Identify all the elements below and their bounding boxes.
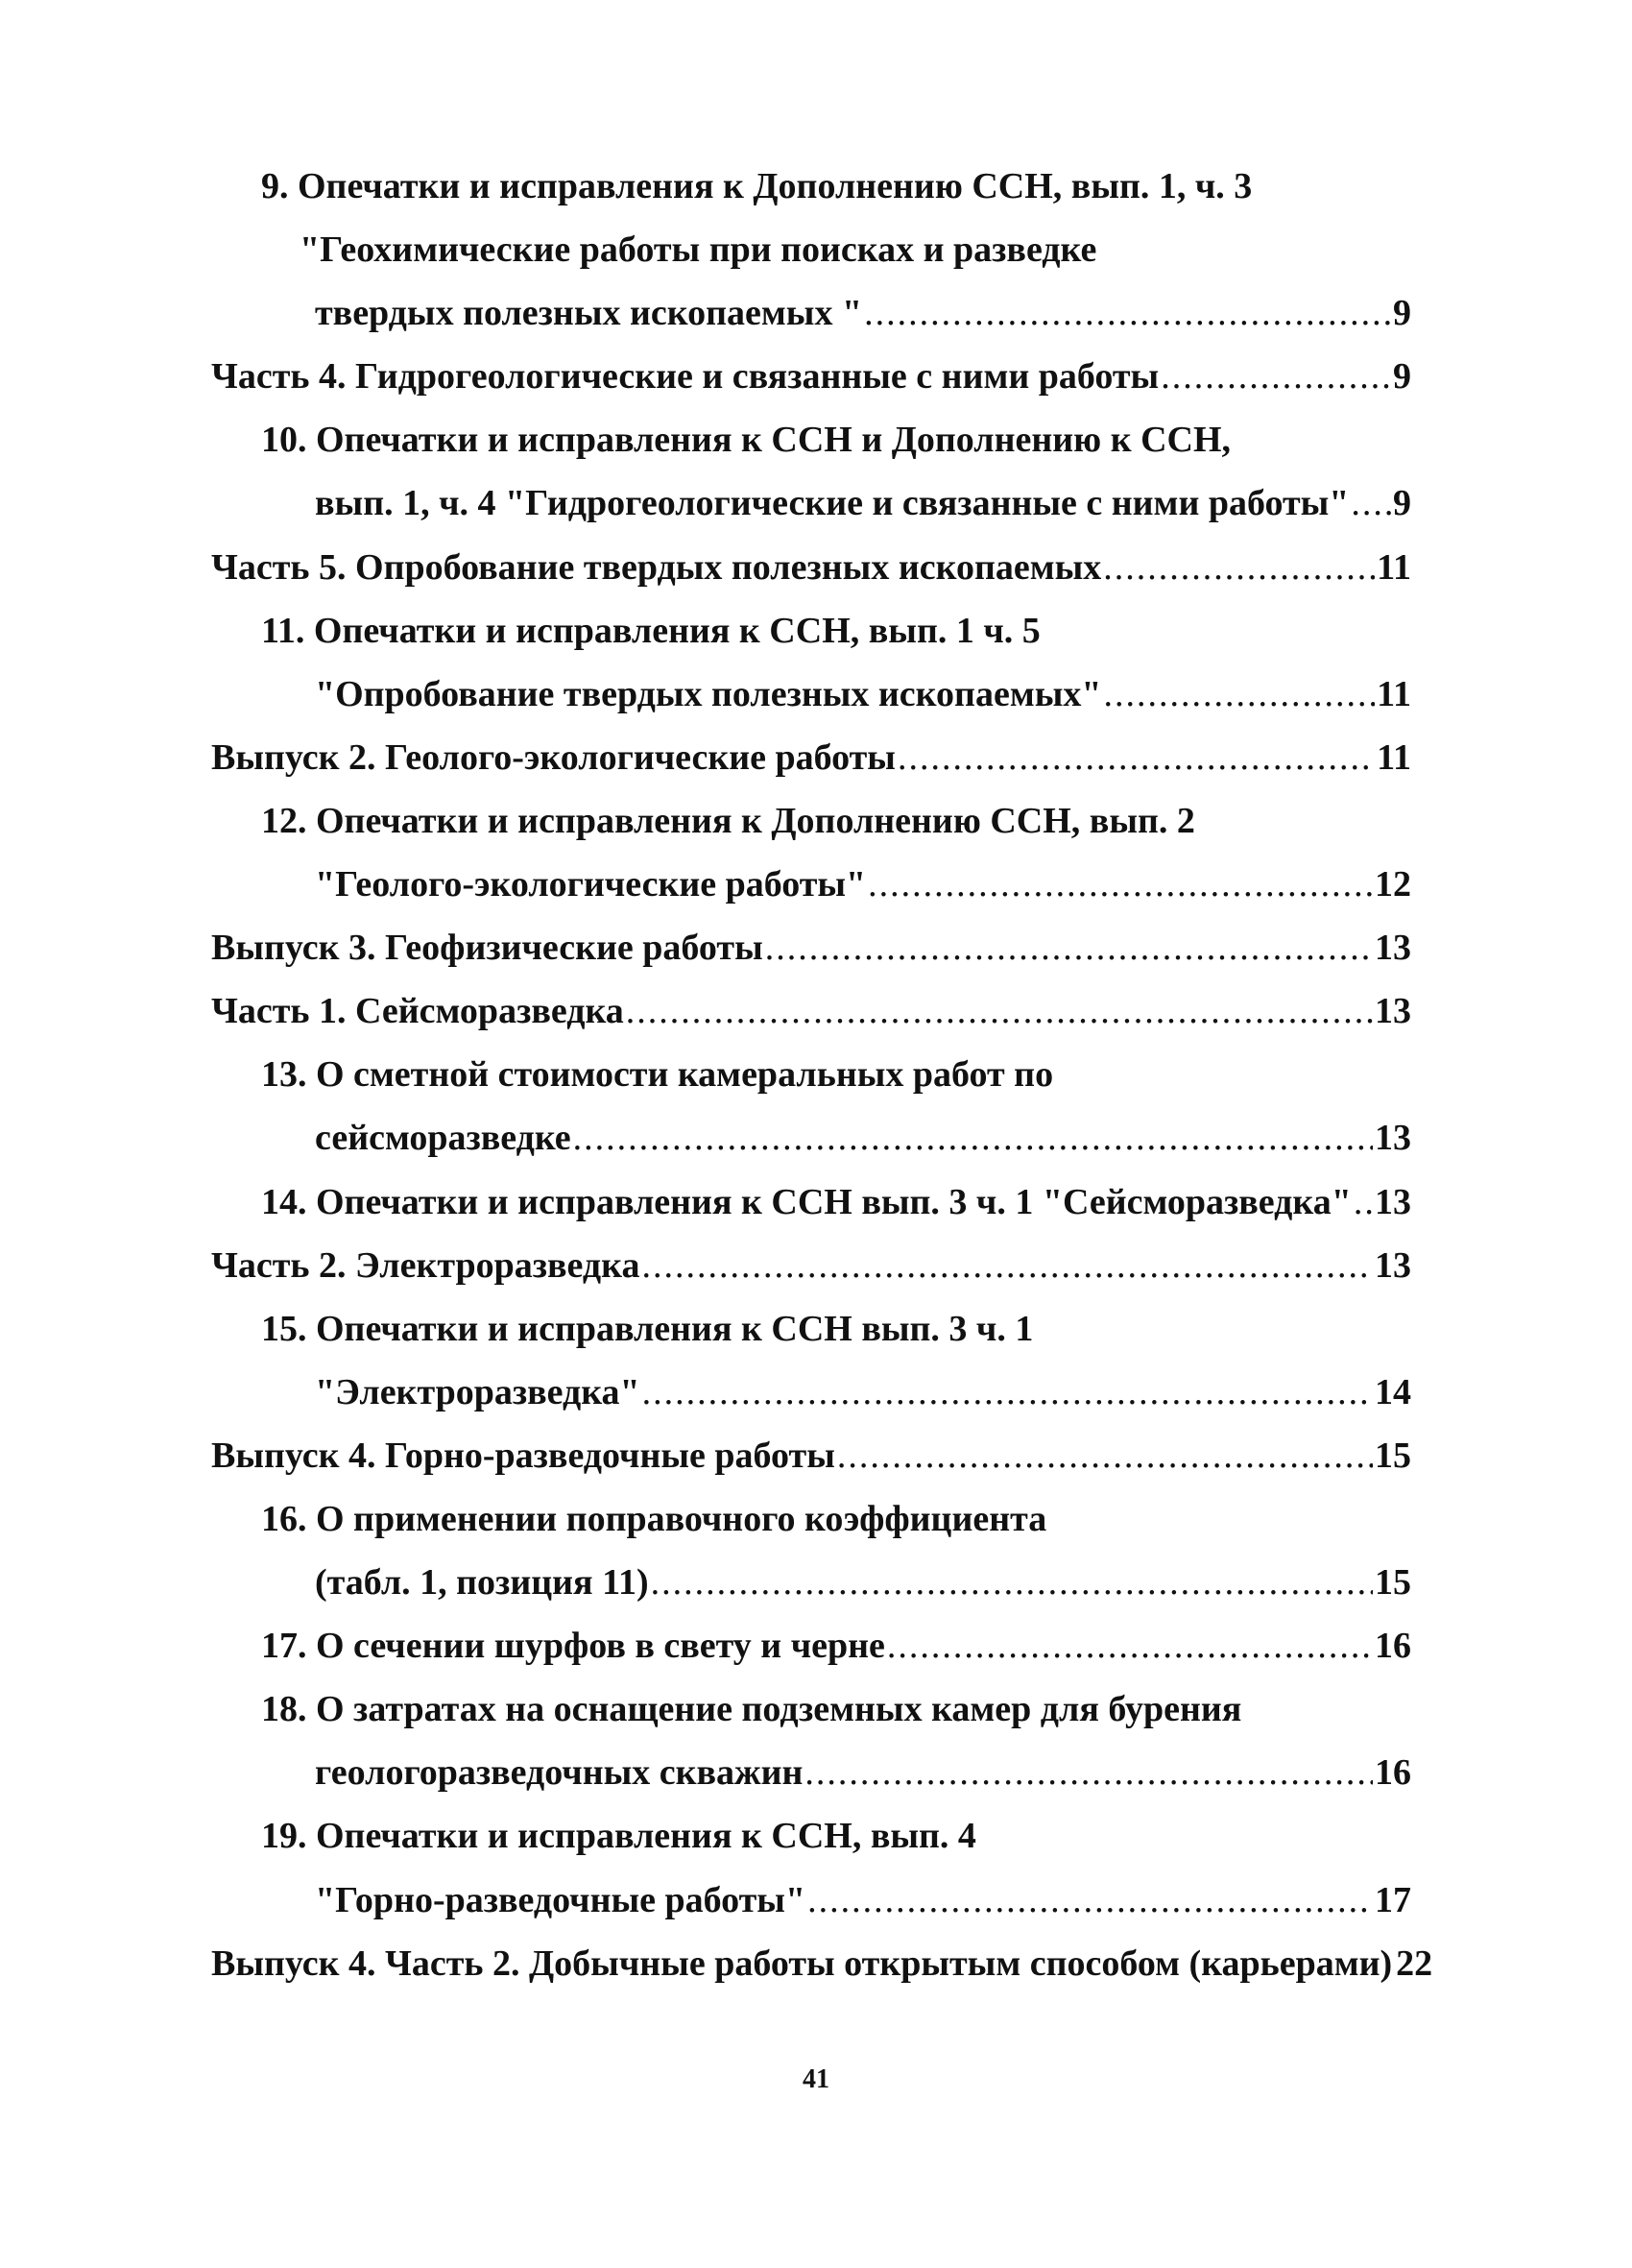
dot-leader bbox=[765, 923, 1373, 973]
toc-entry-text: 15. Опечатки и исправления к ССН вып. 3 ч. 1 bbox=[261, 1308, 1034, 1349]
toc-page-number: 15 bbox=[1375, 1562, 1411, 1604]
toc-entry-text: Часть 5. Опробование твердых полезных ископаемых bbox=[211, 546, 1102, 588]
toc-entry-12-line-2 bbox=[211, 859, 1411, 923]
toc-page-number: 15 bbox=[1375, 1435, 1411, 1476]
toc-entry-11-line-2 bbox=[211, 669, 1411, 733]
toc-entry-text: (табл. 1, позиция 11) bbox=[315, 1562, 649, 1604]
toc-entry-text: 12. Опечатки и исправления к Дополнению ССН, вып. 2 bbox=[261, 800, 1195, 841]
toc-entry-15-line-2 bbox=[211, 1367, 1411, 1431]
toc-entry-text: "Геохимические работы при поисках и разведке bbox=[300, 229, 1097, 271]
toc-entry-text: 16. О применении поправочного коэффициента bbox=[261, 1498, 1047, 1539]
toc-page-number: 11 bbox=[1377, 736, 1411, 778]
toc-entry-text: сейсморазведке bbox=[315, 1118, 571, 1159]
toc-entry-text: 9. Опечатки и исправления к Дополнению ССН, вып. 1, ч. 3 bbox=[261, 166, 1253, 206]
dot-leader bbox=[837, 1431, 1373, 1481]
toc-entry-18-line-2 bbox=[211, 1748, 1411, 1811]
toc-entry-9-line-3 bbox=[211, 288, 1411, 351]
toc-entry-text: геологоразведочных скважин bbox=[315, 1752, 804, 1794]
toc-heading-part-2 bbox=[211, 1241, 1411, 1304]
toc-entry-text: "Электроразведка" bbox=[315, 1371, 640, 1412]
toc-page-number: 9 bbox=[1393, 293, 1411, 334]
toc-page-number: 22 bbox=[1396, 1942, 1433, 1984]
toc-page-number: 13 bbox=[1375, 928, 1411, 969]
toc-heading-issue-3 bbox=[211, 923, 1411, 986]
toc-page-number: 9 bbox=[1393, 356, 1411, 398]
toc-entry-text: 18. О затратах на оснащение подземных камер для бурения bbox=[261, 1689, 1242, 1730]
toc-entry-text: 11. Опечатки и исправления к ССН, вып. 1 ч. 5 bbox=[261, 610, 1041, 651]
toc-page-number: 9 bbox=[1393, 483, 1411, 524]
toc-entry-18-line-1 bbox=[211, 1684, 1411, 1748]
dot-leader bbox=[1103, 669, 1375, 719]
toc-entry-16-line-2 bbox=[211, 1557, 1411, 1621]
toc-page-number: 11 bbox=[1377, 673, 1411, 714]
dot-leader bbox=[807, 1875, 1373, 1925]
toc-entry-text: твердых полезных ископаемых " bbox=[315, 293, 863, 334]
toc-heading-part-5 bbox=[211, 543, 1411, 606]
toc-entry-16-line-1 bbox=[211, 1494, 1411, 1557]
toc-entry-13-line-2 bbox=[211, 1113, 1411, 1176]
toc-entry-text: Выпуск 3. Геофизические работы bbox=[211, 928, 763, 969]
dot-leader bbox=[804, 1748, 1373, 1798]
dot-leader bbox=[864, 288, 1391, 338]
toc-page-number: 16 bbox=[1375, 1752, 1411, 1794]
dot-leader bbox=[641, 1241, 1373, 1291]
toc-page-number: 13 bbox=[1375, 1244, 1411, 1286]
dot-leader bbox=[887, 1621, 1373, 1671]
dot-leader bbox=[626, 986, 1373, 1036]
toc-entry-text: Часть 1. Сейсморазведка bbox=[211, 991, 624, 1032]
dot-leader bbox=[1161, 351, 1391, 401]
toc-entry-9-line-2 bbox=[211, 225, 1411, 288]
toc-page-number: 11 bbox=[1377, 546, 1411, 588]
dot-leader bbox=[868, 859, 1373, 909]
toc-entry-text: Часть 2. Электроразведка bbox=[211, 1244, 640, 1286]
dot-leader bbox=[1351, 478, 1391, 528]
dot-leader bbox=[1103, 543, 1375, 592]
toc-heading-issue-4 bbox=[211, 1431, 1411, 1494]
toc-entry-text: 10. Опечатки и исправления к ССН и Дополнению к ССН, bbox=[261, 420, 1232, 461]
toc-entry-10-line-2 bbox=[211, 478, 1411, 542]
toc-entry-19-line-1 bbox=[211, 1811, 1411, 1874]
toc-page-number: 16 bbox=[1375, 1626, 1411, 1667]
dot-leader bbox=[573, 1113, 1373, 1163]
toc-entry-text: "Опробование твердых полезных ископаемых" bbox=[315, 673, 1102, 714]
toc-heading-issue-4-part-2 bbox=[211, 1939, 1433, 2002]
toc-page-number: 17 bbox=[1375, 1879, 1411, 1920]
dot-leader bbox=[651, 1557, 1373, 1607]
toc-page-number: 13 bbox=[1375, 1181, 1411, 1222]
toc-heading-part-4 bbox=[211, 351, 1411, 415]
toc-entry-text: Часть 4. Гидрогеологические и связанные с ними работы bbox=[211, 356, 1160, 398]
toc-page-number: 13 bbox=[1375, 991, 1411, 1032]
toc-entry-text: "Горно-разведочные работы" bbox=[315, 1879, 806, 1920]
toc-entry-text: Выпуск 4. Горно-разведочные работы bbox=[211, 1435, 835, 1476]
toc-entry-9-line-1 bbox=[211, 161, 1411, 225]
toc-entry-17 bbox=[211, 1621, 1411, 1684]
toc-entry-10-line-1 bbox=[211, 415, 1411, 478]
toc-page-number: 12 bbox=[1375, 864, 1411, 905]
toc-entry-text: вып. 1, ч. 4 "Гидрогеологические и связанные с ними работы" bbox=[315, 483, 1350, 524]
toc-entry-11-line-1 bbox=[211, 606, 1411, 669]
toc-page-number: 13 bbox=[1375, 1118, 1411, 1159]
table-of-contents bbox=[211, 161, 1433, 2002]
dot-leader bbox=[898, 733, 1375, 783]
toc-heading-issue-2 bbox=[211, 733, 1411, 796]
dot-leader bbox=[642, 1367, 1373, 1417]
toc-entry-text: 13. О сметной стоимости камеральных работ по bbox=[261, 1054, 1054, 1096]
toc-entry-text: 19. Опечатки и исправления к ССН, вып. 4 bbox=[261, 1816, 976, 1857]
toc-heading-part-1 bbox=[211, 986, 1411, 1050]
toc-entry-14 bbox=[211, 1177, 1411, 1241]
toc-entry-text: Выпуск 2. Геолого-экологические работы bbox=[211, 736, 896, 778]
toc-entry-text: 14. Опечатки и исправления к ССН вып. 3 ч. 1 "Сейсморазведка" bbox=[261, 1181, 1352, 1222]
toc-entry-text: "Геолого-экологические работы" bbox=[315, 864, 867, 905]
toc-entry-13-line-1 bbox=[211, 1050, 1411, 1113]
toc-entry-19-line-2 bbox=[211, 1875, 1411, 1939]
toc-entry-12-line-1 bbox=[211, 796, 1411, 859]
page-number: 41 bbox=[803, 2064, 829, 2094]
toc-entry-text: 17. О сечении шурфов в свету и черне bbox=[261, 1626, 885, 1667]
toc-page-number: 14 bbox=[1375, 1371, 1411, 1412]
dot-leader bbox=[1354, 1177, 1373, 1227]
toc-entry-text: Выпуск 4. Часть 2. Добычные работы открытым способом (карьерами) bbox=[211, 1942, 1393, 1984]
toc-entry-15-line-1 bbox=[211, 1304, 1411, 1367]
